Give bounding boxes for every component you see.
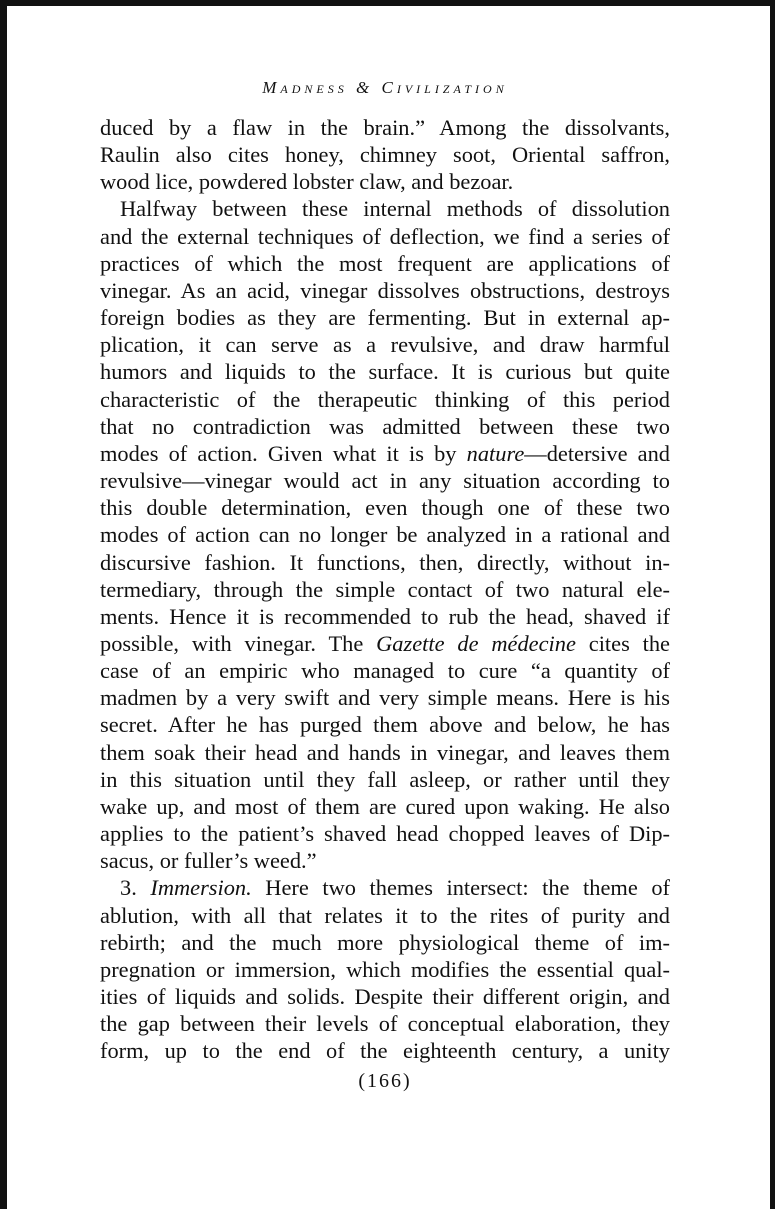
text-line: vinegar. As an acid, vinegar dissolves obstructions, destroys — [100, 277, 670, 303]
text-line: applies to the patient’s shaved head chopped leaves of Dip- — [100, 821, 670, 847]
text-line: practices of which the most frequent are applications of — [100, 250, 670, 276]
italic-word-nature: nature — [466, 440, 525, 466]
text-line: that no contradiction was admitted between these two — [100, 413, 670, 439]
text-line-with-heading — [100, 874, 670, 901]
scan-border-left — [0, 0, 7, 1209]
text-line: plication, it can serve as a revulsive, and draw harmful — [100, 332, 670, 358]
text-line: sacus, or fuller’s weed.” — [100, 848, 317, 874]
text-segment: Here two themes intersect: the theme of — [251, 875, 670, 901]
paragraph-2 — [100, 195, 670, 874]
text-line: humors and liquids to the surface. It is curious but quite — [100, 359, 670, 385]
text-line: this double determination, even though one of these two — [100, 495, 670, 521]
scan-border-right — [770, 0, 775, 1209]
text-line: duced by a flaw in the brain.” Among the dissolvants, — [100, 115, 670, 140]
text-line: and the external techniques of deflection, we find a series of — [100, 223, 670, 249]
text-line: wake up, and most of them are cured upon waking. He also — [100, 793, 670, 819]
page-number: (166) — [358, 1070, 412, 1093]
text-line: characteristic of the therapeutic thinking of this period — [100, 386, 670, 412]
text-line: Raulin also cites honey, chimney soot, Oriental saffron, — [100, 142, 670, 168]
text-line: ities of liquids and solids. Despite their different origin, and — [100, 984, 670, 1009]
text-line: pregnation or immersion, which modifies the essential qual- — [100, 956, 670, 982]
text-line: Halfway between these internal methods of dissolution — [120, 196, 670, 222]
section-heading: Immersion. — [150, 875, 252, 901]
text-line: ments. Hence it is recommended to rub the head, shaved if — [100, 603, 670, 629]
paragraph-3 — [100, 874, 670, 1064]
text-line: form, up to the end of the eighteenth century, a unity — [100, 1038, 670, 1064]
text-line: rebirth; and the much more physiological theme of im- — [100, 929, 670, 955]
text-line: them soak their head and hands in vinegar, and leaves them — [100, 739, 670, 765]
text-line: secret. After he has purged them above and below, he has — [100, 712, 670, 738]
text-line: case of an empiric who managed to cure “a quantity of — [100, 658, 670, 684]
paragraph-1 — [100, 114, 670, 195]
text-line: wood lice, powdered lobster claw, and bezoar. — [100, 169, 514, 195]
text-line: termediary, through the simple contact of two natural ele- — [100, 576, 670, 602]
text-segment: cites the — [575, 630, 670, 656]
italic-title-gazette: Gazette de médecine — [376, 630, 576, 656]
text-line: in this situation until they fall asleep, or rather until they — [100, 766, 670, 792]
text-line: discursive fashion. It functions, then, directly, without in- — [100, 549, 670, 575]
text-line: the gap between their levels of conceptual elaboration, they — [100, 1011, 670, 1037]
text-line: foreign bodies as they are fermenting. But in external ap- — [100, 305, 670, 331]
text-line-with-italic — [100, 440, 670, 467]
text-line: modes of action can no longer be analyzed in a rational and — [100, 522, 670, 548]
text-line: revulsive—vinegar would act in any situation according to — [100, 468, 670, 494]
book-page — [100, 76, 670, 1093]
text-segment: modes of action. Given what it is by — [100, 440, 467, 466]
running-head: Madness & Civilization — [262, 78, 508, 97]
text-line: madmen by a very swift and very simple means. Here is his — [100, 685, 670, 711]
text-segment: —detersive and — [524, 440, 670, 466]
section-number: 3. — [120, 875, 151, 901]
text-segment: possible, with vinegar. The — [100, 630, 377, 656]
scan-border-top — [0, 0, 775, 6]
text-line-with-italic — [100, 630, 670, 657]
text-line: ablution, with all that relates it to the rites of purity and — [100, 902, 670, 928]
